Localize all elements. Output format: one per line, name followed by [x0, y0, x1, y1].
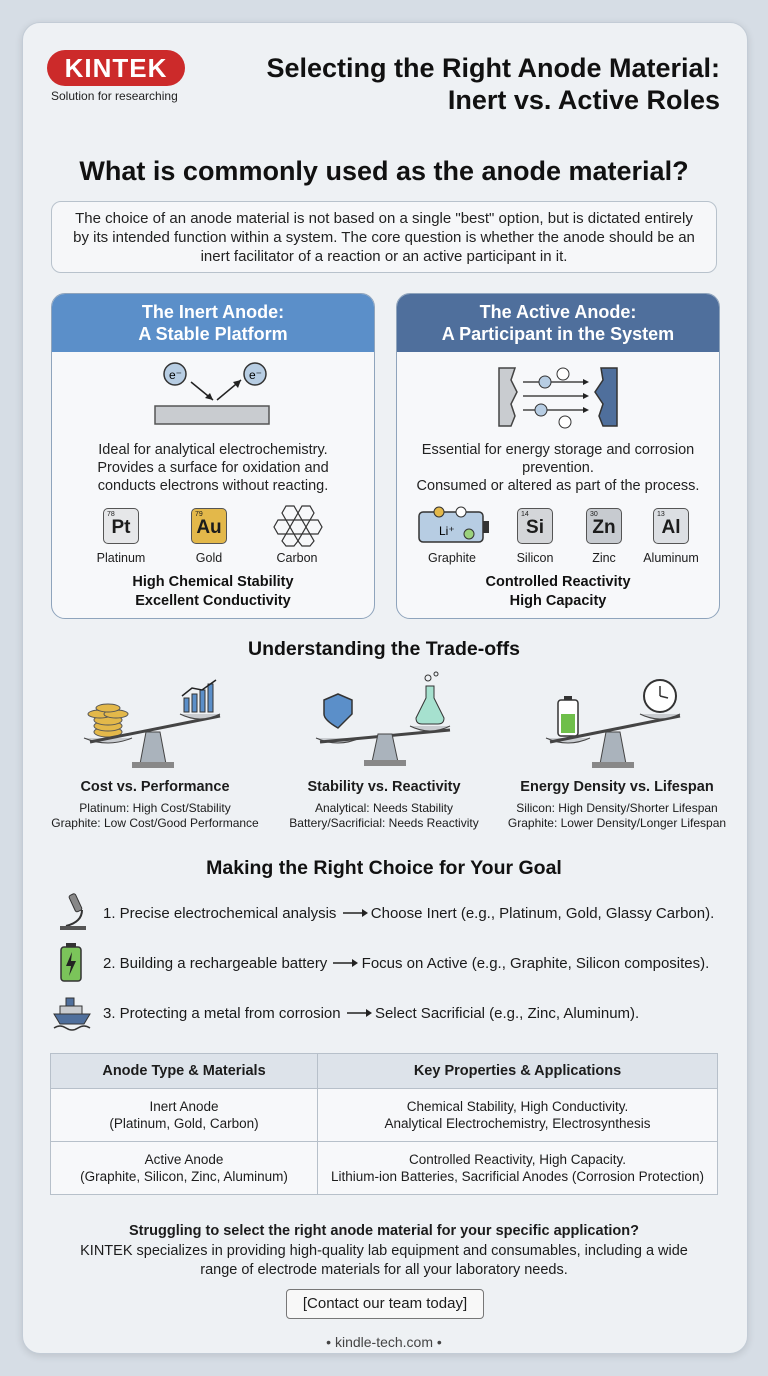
- inert-card-title-2: A Stable Platform: [138, 324, 288, 344]
- tradeoff-line: Graphite: Low Cost/Good Performance: [51, 816, 259, 830]
- dot-icon: •: [326, 1334, 332, 1350]
- choice-row: [103, 955, 709, 972]
- stability-reactivity-scale-icon: [310, 668, 460, 768]
- cell-line: Chemical Stability, High Conductivity.: [406, 1099, 629, 1114]
- ship-icon: [52, 992, 92, 1032]
- carbon-lattice-icon: [272, 502, 328, 548]
- question-heading: What is commonly used as the anode material?: [79, 156, 689, 186]
- title-line-2: Inert vs. Active Roles: [447, 85, 720, 115]
- tradeoff-line: Battery/Sacrificial: Needs Reactivity: [289, 816, 479, 830]
- inert-desc-line: Provides a surface for oxidation and: [97, 460, 329, 476]
- tradeoff-title: Stability vs. Reactivity: [307, 779, 461, 795]
- electron-surface-icon: [147, 360, 277, 434]
- inert-card-properties: [52, 573, 374, 611]
- table-row: [51, 1142, 718, 1195]
- active-desc-line: Essential for energy storage and corrosion: [421, 442, 695, 458]
- active-card-title-1: The Active Anode:: [479, 302, 637, 322]
- active-card-description: [405, 441, 711, 495]
- microscope-icon: [56, 892, 92, 932]
- tradeoff-title: Cost vs. Performance: [80, 779, 230, 795]
- active-card-properties: [397, 573, 719, 611]
- tradeoff-line: Silicon: High Density/Shorter Lifespan: [516, 801, 718, 815]
- active-card-title-2: A Participant in the System: [441, 324, 675, 344]
- choice-result: Choose Inert (e.g., Platinum, Gold, Glassy Carbon).: [370, 905, 715, 922]
- tradeoff-line: Graphite: Lower Density/Longer Lifespan: [507, 816, 727, 830]
- choice-goal: 2. Building a rechargeable battery: [103, 955, 328, 972]
- active-desc-line: Consumed or altered as part of the process.: [416, 478, 700, 494]
- cost-performance-scale-icon: [80, 676, 230, 776]
- graphite-battery-icon: [417, 506, 493, 546]
- page-title: [200, 52, 720, 116]
- table-cell: [318, 1089, 718, 1142]
- element-label: Carbon: [276, 551, 318, 565]
- inert-desc-line: conducts electrons without reacting.: [97, 478, 329, 494]
- tradeoff-line: Platinum: High Cost/Stability: [79, 801, 231, 815]
- silicon-element-tile: [517, 508, 553, 544]
- choice-goal: 1. Precise electrochemical analysis: [103, 905, 337, 922]
- active-property: High Capacity: [509, 593, 607, 609]
- arrow-right-icon: [345, 1005, 371, 1022]
- cell-line: Active Anode: [144, 1152, 224, 1167]
- active-card-header: [397, 294, 719, 352]
- inert-card-header: [52, 294, 374, 352]
- inert-card-title-1: The Inert Anode:: [141, 302, 285, 322]
- cell-line: Lithium-ion Batteries, Sacrificial Anodes (Corrosion Protection): [331, 1169, 704, 1184]
- element-symbol: Au: [196, 517, 222, 538]
- element-label: Platinum: [96, 551, 146, 565]
- element-symbol: Si: [526, 517, 544, 538]
- cell-line: Controlled Reactivity, High Capacity.: [408, 1152, 627, 1167]
- table-header: Anode Type & Materials: [51, 1054, 318, 1089]
- element-label: Silicon: [516, 551, 554, 565]
- title-line-1: Selecting the Right Anode Material:: [266, 53, 720, 83]
- table-cell: [51, 1142, 318, 1195]
- arrow-right-icon: [331, 955, 357, 972]
- zinc-element-tile: [586, 508, 622, 544]
- cell-line: (Platinum, Gold, Carbon): [109, 1116, 259, 1131]
- dot-icon: •: [436, 1334, 442, 1350]
- table-cell: [318, 1142, 718, 1195]
- inert-anode-card: [51, 293, 375, 619]
- footer-url[interactable]: kindle-tech.com: [334, 1334, 434, 1350]
- element-symbol: Al: [661, 517, 681, 538]
- active-anode-card: [396, 293, 720, 619]
- element-label: Graphite: [428, 551, 476, 565]
- svg-text:e⁻: e⁻: [249, 368, 263, 382]
- lithium-label: Li⁺: [439, 524, 455, 538]
- element-label: Gold: [195, 551, 223, 565]
- gold-element-tile: [191, 508, 227, 544]
- inert-property: High Chemical Stability: [132, 574, 294, 590]
- inert-desc-line: Ideal for analytical electrochemistry.: [98, 442, 328, 458]
- brand-logo[interactable]: KINTEK: [47, 50, 185, 86]
- choice-row: [103, 905, 714, 922]
- comparison-table: [50, 1053, 718, 1195]
- ion-exchange-icon: [493, 360, 623, 434]
- intro-text: The choice of an anode material is not based on a single "best" option, but is dictated entirely by its intended function within a system. The core question is whether the anode should be an inert facilitator of a reaction or an active participant in it.: [51, 201, 717, 273]
- table-row: [51, 1089, 718, 1142]
- element-number: 14: [521, 511, 529, 518]
- element-number: 79: [195, 511, 203, 518]
- tradeoffs-heading: Understanding the Trade-offs: [248, 638, 520, 660]
- choice-result: Focus on Active (e.g., Graphite, Silicon composites).: [361, 955, 710, 972]
- element-number: 13: [657, 511, 665, 518]
- choice-goal: 3. Protecting a metal from corrosion: [103, 1005, 341, 1022]
- svg-text:e⁻: e⁻: [169, 368, 183, 382]
- inert-property: Excellent Conductivity: [135, 593, 291, 609]
- battery-icon: [58, 942, 84, 984]
- cell-line: Analytical Electrochemistry, Electrosynthesis: [384, 1116, 651, 1131]
- energy-lifespan-scale-icon: [540, 676, 690, 776]
- choice-result: Select Sacrificial (e.g., Zinc, Aluminum).: [374, 1005, 640, 1022]
- cell-line: (Graphite, Silicon, Zinc, Aluminum): [80, 1169, 288, 1184]
- tradeoff-title: Energy Density vs. Lifespan: [520, 779, 714, 795]
- inert-card-description: [60, 441, 366, 495]
- choice-row: [103, 1005, 639, 1022]
- tradeoff-line: Analytical: Needs Stability: [314, 801, 454, 815]
- cta-title: Struggling to select the right anode material for your specific application?: [129, 1223, 639, 1239]
- cell-line: Inert Anode: [149, 1099, 219, 1114]
- platinum-element-tile: [103, 508, 139, 544]
- cta-body: KINTEK specializes in providing high-quality lab equipment and consumables, including a wide range of electrode materials for all your laboratory needs.: [80, 1243, 688, 1278]
- contact-button[interactable]: [Contact our team today]: [286, 1289, 484, 1319]
- element-number: 78: [107, 511, 115, 518]
- table-header: Key Properties & Applications: [318, 1054, 718, 1089]
- table-cell: [51, 1089, 318, 1142]
- choices-heading: Making the Right Choice for Your Goal: [206, 857, 562, 879]
- brand-tagline: Solution for researching: [51, 89, 178, 103]
- table-header-row: [51, 1054, 718, 1089]
- active-desc-line: prevention.: [522, 460, 594, 476]
- aluminum-element-tile: [653, 508, 689, 544]
- element-label: Zinc: [592, 551, 616, 565]
- element-label: Aluminum: [643, 551, 699, 565]
- arrow-right-icon: [341, 905, 367, 922]
- element-symbol: Zn: [592, 517, 616, 538]
- element-symbol: Pt: [111, 517, 131, 538]
- footer-link[interactable]: [0, 1334, 768, 1350]
- active-property: Controlled Reactivity: [485, 574, 631, 590]
- element-number: 30: [590, 511, 598, 518]
